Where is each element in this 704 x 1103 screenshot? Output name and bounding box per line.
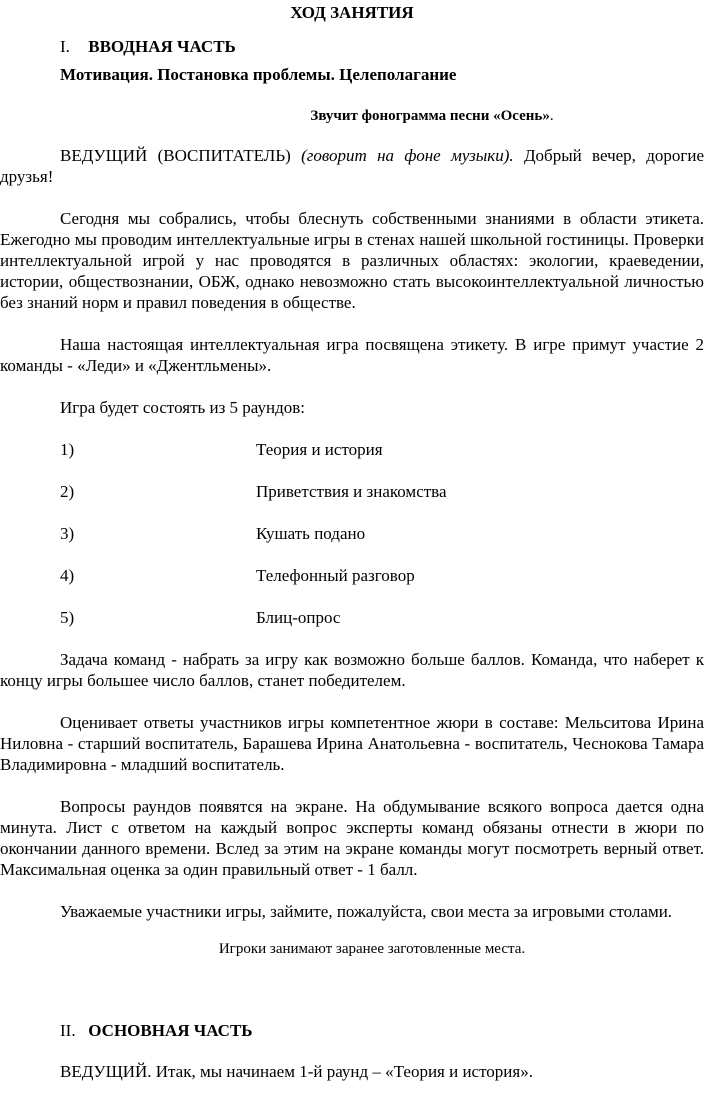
round-item [60,481,700,502]
section-heading-main [60,1020,704,1041]
section-number: I. [60,37,70,56]
round-name: Кушать подано [256,524,366,543]
subtitle: Мотивация. Постановка проблемы. Целеполагание [60,65,457,84]
speaker: ВЕДУЩИЙ (ВОСПИТАТЕЛЬ) [60,146,302,165]
round-number: 5) [60,608,75,627]
page-title: ХОД ЗАНЯТИЯ [290,3,414,22]
stage-note [160,106,704,127]
round-item [60,439,700,460]
paragraph-invitation: Уважаемые участники игры, займите, пожалуйста, свои места за игровыми столами. [60,902,673,921]
stage-note-tail: . [549,108,554,124]
greeting-paragraph [0,145,704,187]
paragraph-questions: Вопросы раундов появятся на экране. На обдумывание всякого вопроса дается одна минута. Лист с ответом на каждый вопрос эксперты команд обязаны отнести в жюри по окончании данного времени. Вслед за этим на экране команды могут посмотреть верный ответ. Максимальная оценка за один правильный ответ - 1 балл. [0,797,704,879]
section-number: II. [60,1021,76,1040]
round-name: Блиц-опрос [256,608,341,627]
paragraph-jury: Оценивает ответы участников игры компетентное жюри в составе: Мельситова Ирина Ниловна - старший воспитатель, Барашева Ирина Анатольевна - воспитатель, Чеснокова Тамара Владимировна - младший воспитатель. [0,713,704,774]
section-label: ОСНОВНАЯ ЧАСТЬ [88,1021,253,1040]
stage-note-text: Звучит фонограмма песни «Осень» [310,108,550,124]
section-heading-intro [60,36,704,57]
players-note: Игроки занимают заранее заготовленные места. [218,941,526,957]
round-number: 2) [60,482,75,501]
paragraph-intro: Сегодня мы собрались, чтобы блеснуть собственными знаниями в области этикета. Ежегодно мы проводим интеллектуальные игры в стенах нашей школьной гостиницы. Проверки интеллектуальной игрой у нас проводятся в различных областях: экологии, краеведении, истории, обществознании, ОБЖ, однако невозможно стать высокоинтеллектуальной личностью без знаний норм и правил поведения в обществе. [0,209,704,312]
round-item [60,607,700,628]
round-name: Приветствия и знакомства [256,482,447,501]
section-label: ВВОДНАЯ ЧАСТЬ [88,37,236,56]
round-item [60,523,700,544]
stage-remark: (говорит на фоне музыки). [301,146,514,165]
round-number: 1) [60,440,75,459]
paragraph-task: Задача команд - набрать за игру как возможно больше баллов. Команда, что наберет к концу игры большее число баллов, станет победителем. [0,650,704,690]
paragraph-game: Наша настоящая интеллектуальная игра посвящена этикету. В игре примут участие 2 команды - «Леди» и «Джентльмены». [0,335,704,375]
round-number: 4) [60,566,75,585]
round-name: Теория и история [256,440,383,459]
paragraph-rounds-intro: Игра будет состоять из 5 раундов: [60,398,305,417]
round-item [60,565,700,586]
round-number: 3) [60,524,75,543]
round-name: Телефонный разговор [256,566,415,585]
greeting-text: Добрый вечер, дорогие друзья! [0,146,704,186]
last-line: ВЕДУЩИЙ. Итак, мы начинаем 1-й раунд – «Теория и история». [60,1062,533,1081]
